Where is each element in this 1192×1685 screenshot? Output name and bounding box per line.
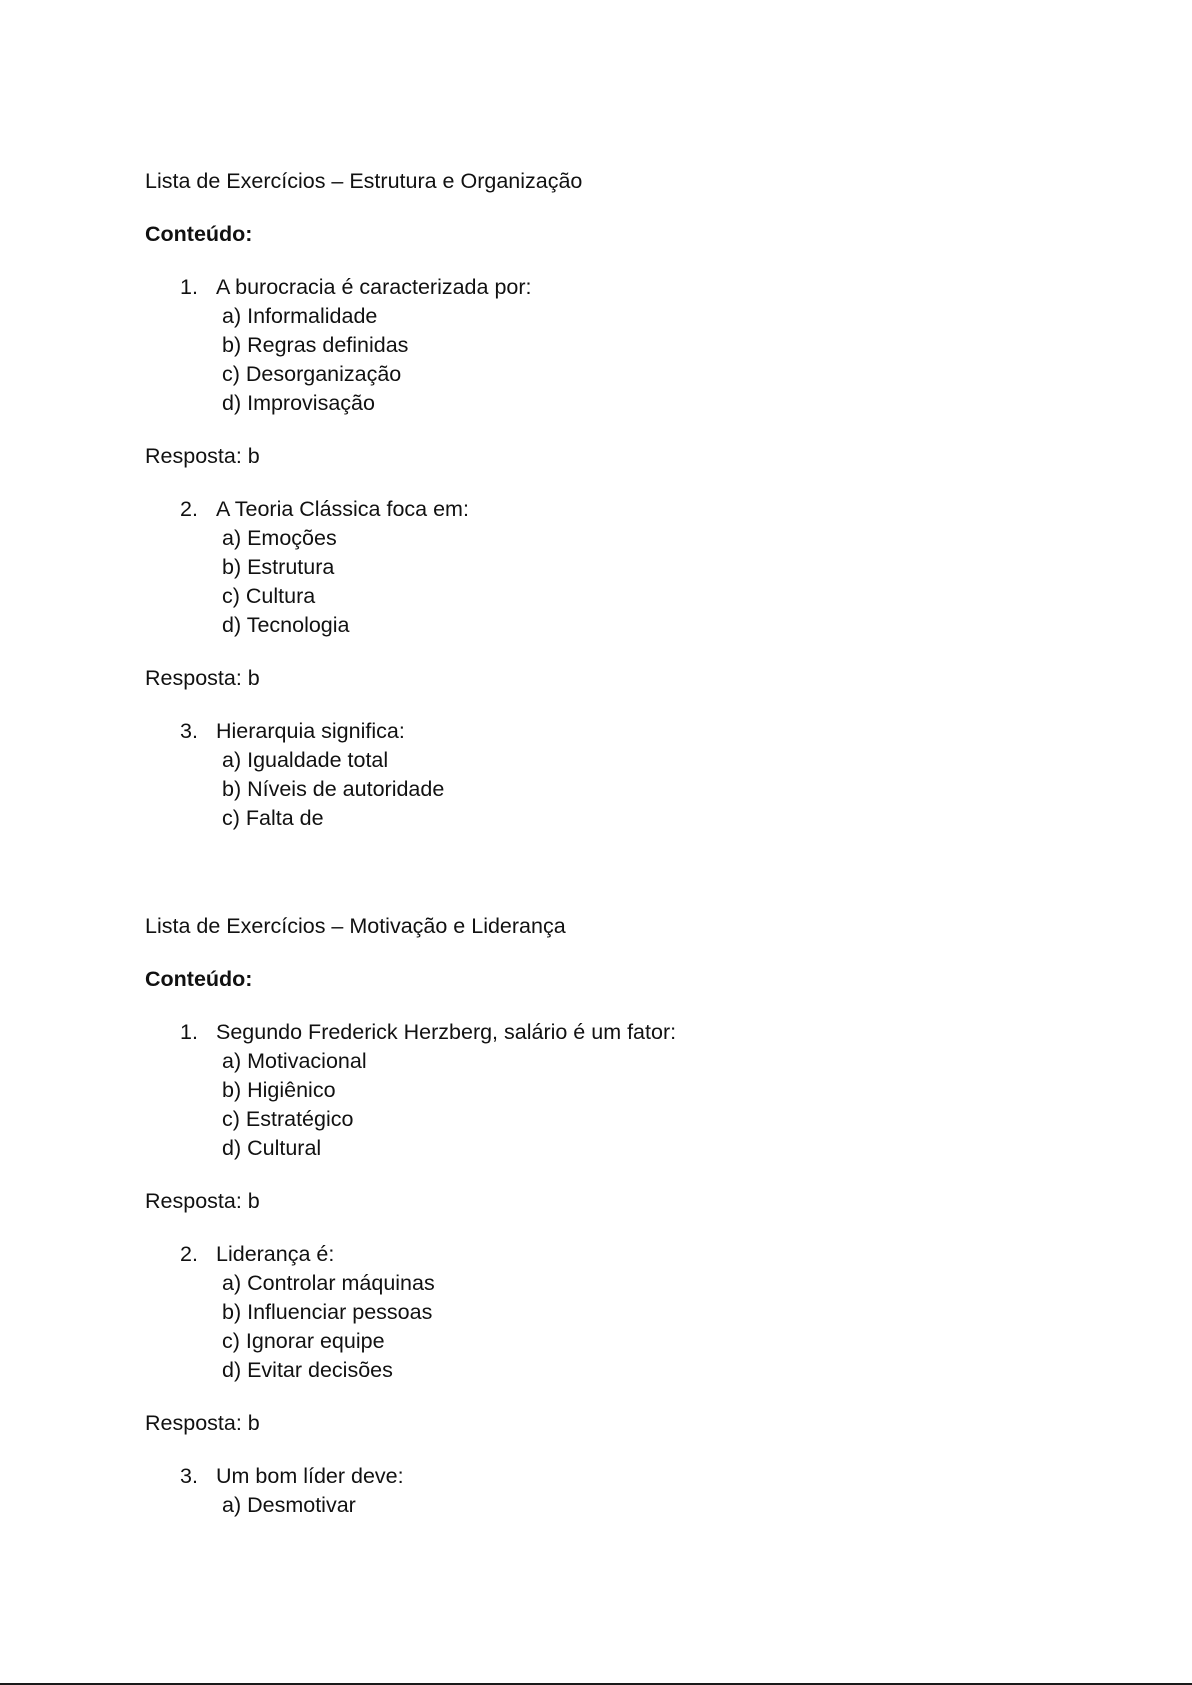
answer-key: Resposta: b xyxy=(145,1189,260,1213)
answer-option: d) Tecnologia xyxy=(222,613,350,637)
question-text: Um bom líder deve: xyxy=(216,1464,404,1488)
question-text: A burocracia é caracterizada por: xyxy=(216,275,532,299)
section-title: Lista de Exercícios – Motivação e Liderança xyxy=(145,914,566,938)
answer-key: Resposta: b xyxy=(145,666,260,690)
answer-option: a) Controlar máquinas xyxy=(222,1271,435,1295)
question-number: 3. xyxy=(180,719,198,743)
answer-option: b) Higiênico xyxy=(222,1078,336,1102)
answer-option: a) Desmotivar xyxy=(222,1493,356,1517)
question-text: Hierarquia significa: xyxy=(216,719,405,743)
section-heading: Conteúdo: xyxy=(145,222,253,246)
question-number: 1. xyxy=(180,1020,198,1044)
section-title: Lista de Exercícios – Estrutura e Organização xyxy=(145,169,583,193)
answer-option: c) Ignorar equipe xyxy=(222,1329,385,1353)
answer-option: b) Estrutura xyxy=(222,555,335,579)
answer-option: a) Igualdade total xyxy=(222,748,389,772)
answer-key: Resposta: b xyxy=(145,444,260,468)
answer-option: c) Desorganização xyxy=(222,362,402,386)
answer-option: c) Cultura xyxy=(222,584,316,608)
answer-option: b) Regras definidas xyxy=(222,333,409,357)
answer-option: a) Informalidade xyxy=(222,304,378,328)
question-text: A Teoria Clássica foca em: xyxy=(216,497,469,521)
answer-key: Resposta: b xyxy=(145,1411,260,1435)
answer-option: b) Influenciar pessoas xyxy=(222,1300,433,1324)
question-text: Liderança é: xyxy=(216,1242,335,1266)
answer-option: b) Níveis de autoridade xyxy=(222,777,445,801)
answer-option: d) Improvisação xyxy=(222,391,375,415)
answer-option: c) Estratégico xyxy=(222,1107,354,1131)
question-number: 2. xyxy=(180,497,198,521)
answer-option: d) Cultural xyxy=(222,1136,322,1160)
answer-option: d) Evitar decisões xyxy=(222,1358,393,1382)
answer-option: c) Falta de xyxy=(222,806,324,830)
section-heading: Conteúdo: xyxy=(145,967,253,991)
question-number: 1. xyxy=(180,275,198,299)
answer-option: a) Motivacional xyxy=(222,1049,367,1073)
question-text: Segundo Frederick Herzberg, salário é um fator: xyxy=(216,1020,677,1044)
question-number: 3. xyxy=(180,1464,198,1488)
question-number: 2. xyxy=(180,1242,198,1266)
answer-option: a) Emoções xyxy=(222,526,337,550)
